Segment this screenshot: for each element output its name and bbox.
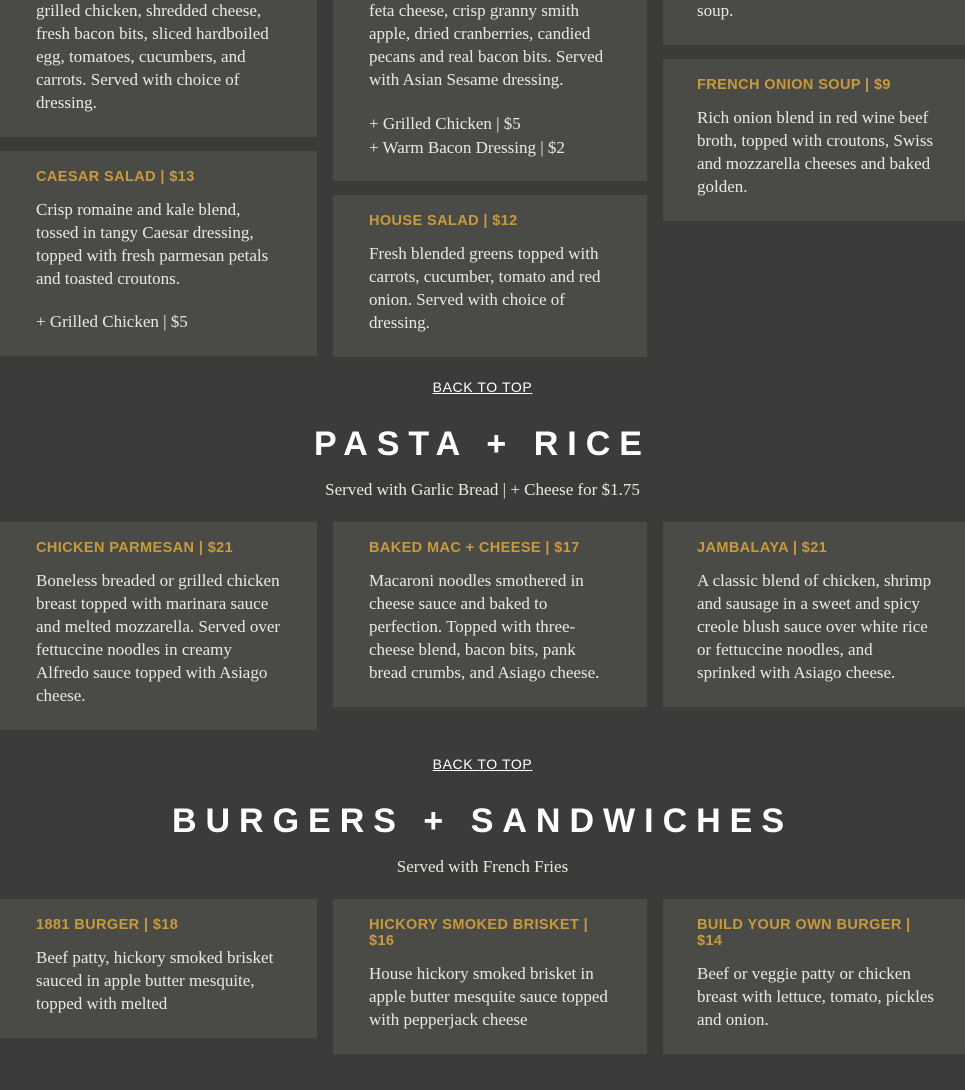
pasta-right-column — [663, 522, 965, 707]
back-to-top-link[interactable]: BACK TO TOP — [432, 379, 533, 396]
menu-card — [333, 522, 647, 707]
menu-card-title: HOUSE SALAD | $12 — [369, 213, 518, 230]
addon-item: + Grilled Chicken | $5 — [36, 312, 188, 332]
menu-card — [0, 0, 317, 137]
salads-right-column — [663, 0, 965, 221]
menu-card-title: JAMBALAYA | $21 — [697, 540, 828, 557]
menu-card-title: BAKED MAC + CHEESE | $17 — [369, 540, 580, 557]
menu-card — [0, 899, 317, 1038]
menu-card — [333, 0, 647, 181]
pasta-left-column — [0, 522, 317, 730]
menu-card-description: grilled chicken, shredded cheese, fresh bacon bits, sliced hardboiled egg, tomatoes, cucumbers, and carrots. Served with choice of dressing. — [36, 1, 269, 112]
menu-card-title: BUILD YOUR OWN BURGER | $14 — [697, 916, 911, 949]
menu-card-addons — [36, 310, 283, 334]
menu-card — [333, 899, 647, 1054]
pasta-middle-column — [333, 522, 647, 707]
card-gap — [663, 45, 965, 59]
card-gap — [0, 137, 317, 151]
burgers-middle-column — [333, 899, 647, 1054]
menu-card-description: Beef patty, hickory smoked brisket sauced in apple butter mesquite, topped with melted — [36, 947, 274, 1013]
card-gap — [333, 181, 647, 195]
menu-card — [333, 195, 647, 357]
menu-card-description: Beef or veggie patty or chicken breast with lettuce, tomato, pickles and onion. — [697, 963, 934, 1029]
addon-item: + Grilled Chicken | $5 — [369, 113, 521, 133]
menu-card — [663, 59, 965, 221]
section-heading-pasta-rice: PASTA + RICE — [314, 425, 651, 464]
menu-card-title: CAESAR SALAD | $13 — [36, 168, 195, 185]
menu-card-description: Rich onion blend in red wine beef broth, topped with croutons, Swiss and mozzarella cheeses and baked golden. — [697, 107, 934, 196]
salads-section-grid — [0, 0, 965, 357]
menu-card-title: HICKORY SMOKED BRISKET | $16 — [369, 916, 589, 949]
section-subheading-pasta-rice: Served with Garlic Bread | + Cheese for $1.75 — [325, 480, 640, 500]
menu-card-description: Boneless breaded or grilled chicken breast topped with marinara sauce and melted mozzarella. Served over fettuccine noodles in creamy Alfredo sauce topped with Asiago cheese. — [36, 571, 281, 705]
section-subheading-burgers-sandwiches: Served with French Fries — [396, 856, 569, 876]
pasta-rice-section-grid — [0, 522, 965, 730]
salads-middle-column — [333, 0, 647, 357]
back-to-top-link[interactable]: BACK TO TOP — [432, 755, 533, 772]
menu-card — [0, 151, 317, 357]
menu-card-title: CHICKEN PARMESAN | $21 — [36, 540, 234, 557]
menu-card-title: FRENCH ONION SOUP | $9 — [697, 76, 891, 93]
menu-card-description: soup. — [697, 1, 734, 20]
back-to-top-wrapper — [0, 730, 965, 780]
menu-card — [663, 522, 965, 707]
menu-card-description: Fresh blended greens topped with carrots, cucumber, tomato and red onion. Served with choice of dressing. — [369, 244, 601, 333]
menu-card-description: Crisp romaine and kale blend, tossed in tangy Caesar dressing, topped with fresh parmesan petals and toasted croutons. — [36, 199, 269, 288]
menu-card-description: House hickory smoked brisket in apple butter mesquite sauce topped with pepperjack cheese — [369, 963, 608, 1029]
menu-card — [663, 0, 965, 45]
menu-card-addons — [369, 112, 609, 160]
menu-card-description: A classic blend of chicken, shrimp and sausage in a sweet and spicy creole blush sauce over white rice or fettuccine noodles, and sprinked with Asiago cheese. — [697, 571, 932, 682]
burgers-right-column — [663, 899, 965, 1054]
back-to-top-wrapper — [0, 357, 965, 403]
burgers-left-column — [0, 899, 317, 1038]
menu-card-description: Macaroni noodles smothered in cheese sauce and baked to perfection. Topped with three-cheese blend, bacon bits, pank bread crumbs, and Asiago cheese. — [369, 571, 600, 682]
menu-card-title: 1881 BURGER | $18 — [36, 916, 179, 933]
menu-card-description: feta cheese, crisp granny smith apple, dried cranberries, candied pecans and real bacon bits. Served with Asian Sesame dressing. — [369, 1, 604, 89]
section-heading-burgers-sandwiches: BURGERS + SANDWICHES — [171, 801, 794, 840]
menu-card — [0, 522, 317, 730]
addon-item: + Warm Bacon Dressing | $2 — [369, 137, 565, 157]
burgers-section-grid — [0, 899, 965, 1054]
menu-card — [663, 899, 965, 1054]
salads-left-column — [0, 0, 317, 356]
